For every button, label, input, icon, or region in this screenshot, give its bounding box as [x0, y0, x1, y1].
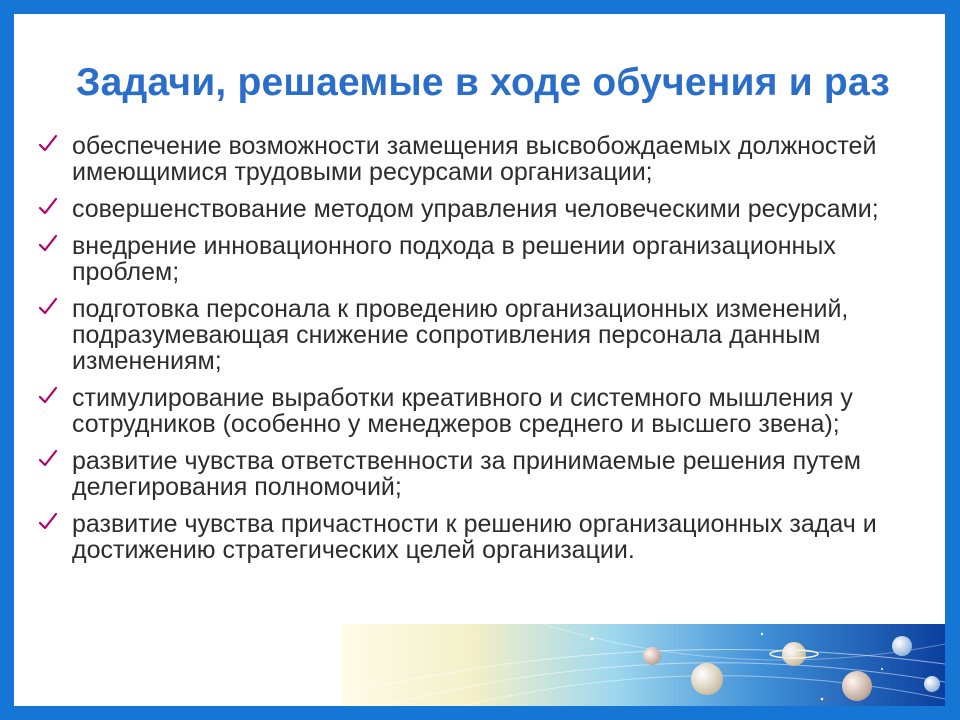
bullet-text: стимулирование выработки креативного и системного мышления у сотрудников (особенно у менеджеров среднего и высшего звена);	[72, 384, 853, 438]
bullet-text: развитие чувства причастности к решению организационных задач и достижению стратегических целей организации.	[72, 510, 877, 564]
bullet-text: подготовка персонала к проведению организационных изменений, подразумевающая снижение сопротивления персонала данным изменениям;	[72, 295, 849, 375]
check-icon	[38, 197, 58, 217]
list-item	[38, 133, 943, 185]
bullet-text: совершенствование методом управления человеческими ресурсами;	[72, 195, 879, 223]
bullet-text: внедрение инновационного подхода в решении организационных проблем;	[72, 232, 836, 286]
bullet-list	[38, 133, 943, 574]
check-icon	[38, 234, 58, 254]
slide-title: Задачи, решаемые в ходе обучения и раз	[76, 61, 890, 104]
list-item	[38, 511, 943, 563]
list-item	[38, 385, 943, 437]
bullet-text: обеспечение возможности замещения высвобождаемых должностей имеющимися трудовыми ресурсами организации;	[72, 132, 877, 186]
check-icon	[38, 297, 58, 317]
check-icon	[38, 449, 58, 469]
bullet-text: развитие чувства ответственности за принимаемые решения путем делегирования полномочий;	[72, 447, 861, 501]
list-item	[38, 233, 943, 285]
slide-frame	[14, 14, 945, 706]
list-item	[38, 196, 943, 222]
list-item	[38, 448, 943, 500]
check-icon	[38, 134, 58, 154]
space-planets-image	[342, 624, 945, 706]
list-item	[38, 296, 943, 374]
check-icon	[38, 512, 58, 532]
check-icon	[38, 386, 58, 406]
